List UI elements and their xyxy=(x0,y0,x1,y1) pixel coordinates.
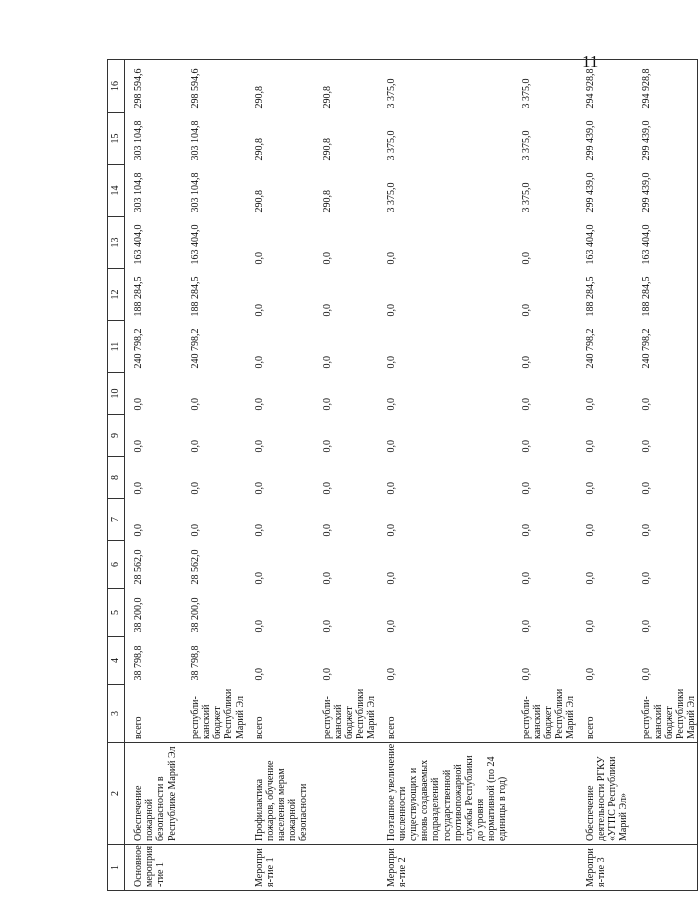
column-header-16: 16 xyxy=(108,60,125,113)
value-cell: 0,0 xyxy=(133,482,144,495)
value-cell: 0,0 xyxy=(189,398,201,411)
row-label-cell: Мероприя-тие 2 xyxy=(378,845,509,891)
value-cell: 0,0 xyxy=(321,524,333,537)
value-cell: 240 798,2 xyxy=(584,328,596,369)
value-cell: 0,0 xyxy=(189,482,201,495)
value-cell: 0,0 xyxy=(584,440,596,453)
value-cell: 3 375,0 xyxy=(509,60,577,113)
value-cell: 0,0 xyxy=(629,541,697,589)
value-cell: 3 375,0 xyxy=(520,182,532,213)
column-header-10: 10 xyxy=(108,373,125,415)
value-cell: 0,0 xyxy=(385,620,397,633)
value-cell: 0,0 xyxy=(385,398,397,411)
value-cell: 38 798,8 xyxy=(189,645,201,681)
value-cell: 0,0 xyxy=(584,620,596,633)
column-header-12: 12 xyxy=(108,269,125,321)
funding-source-cell: республи-канский бюджет Республики Марий Эл xyxy=(178,685,246,743)
column-header-3: 3 xyxy=(108,685,125,743)
value-cell: 0,0 xyxy=(520,482,532,495)
value-cell: 0,0 xyxy=(253,398,265,411)
value-cell: 0,0 xyxy=(584,524,596,537)
value-cell: 0,0 xyxy=(520,440,532,453)
description-cell xyxy=(178,743,246,845)
value-cell: 0,0 xyxy=(629,415,697,457)
value-cell: 290,8 xyxy=(321,138,333,161)
description-cell xyxy=(310,743,378,845)
value-cell: 290,8 xyxy=(246,60,310,113)
description-cell xyxy=(629,743,697,845)
column-header-8: 8 xyxy=(108,457,125,499)
column-header-7: 7 xyxy=(108,499,125,541)
value-cell: 240 798,2 xyxy=(189,328,201,369)
value-cell: 0,0 xyxy=(253,524,265,537)
value-cell: 38 798,8 xyxy=(133,645,144,681)
value-cell: 0,0 xyxy=(520,356,532,369)
value-cell: 0,0 xyxy=(253,572,265,585)
value-cell: 188 284,5 xyxy=(133,276,144,317)
value-cell: 163 404,0 xyxy=(629,217,697,269)
value-cell: 0,0 xyxy=(520,398,532,411)
row-label-cell: Мероприя-тие 1 xyxy=(246,845,310,891)
table-row xyxy=(629,60,697,891)
value-cell: 0,0 xyxy=(520,620,532,633)
column-header-5: 5 xyxy=(108,589,125,637)
value-cell: 0,0 xyxy=(385,524,397,537)
value-cell: 38 200,0 xyxy=(133,597,144,633)
value-cell: 294 928,8 xyxy=(577,60,630,113)
value-cell: 0,0 xyxy=(189,524,201,537)
funding-source-cell: всего xyxy=(378,685,509,743)
value-cell: 0,0 xyxy=(321,482,333,495)
value-cell: 28 562,0 xyxy=(189,549,201,585)
description-cell: Обеспечение деятельности РГКУ «УГПС Республики Марий Эл» xyxy=(577,743,630,845)
value-cell: 299 439,0 xyxy=(584,172,596,213)
value-cell: 240 798,2 xyxy=(629,321,697,373)
funding-source-cell: всего xyxy=(246,685,310,743)
value-cell: 0,0 xyxy=(385,356,397,369)
value-cell: 299 439,0 xyxy=(629,165,697,217)
value-cell: 0,0 xyxy=(133,440,144,453)
value-cell: 163 404,0 xyxy=(189,224,201,265)
value-cell: 240 798,2 xyxy=(133,328,144,369)
value-cell: 0,0 xyxy=(520,304,532,317)
funding-source-cell: республи-канский бюджет Республики Марий Эл xyxy=(509,685,577,743)
value-cell: 0,0 xyxy=(385,572,397,585)
description-cell: Обеспечение пожарной безопасности в Республике Марий Эл xyxy=(125,743,178,845)
page-number: 11 xyxy=(582,52,599,71)
value-cell: 0,0 xyxy=(520,524,532,537)
value-cell: 0,0 xyxy=(629,499,697,541)
value-cell: 0,0 xyxy=(253,440,265,453)
value-cell: 3 375,0 xyxy=(520,130,532,161)
value-cell: 0,0 xyxy=(385,304,397,317)
value-cell: 0,0 xyxy=(520,668,532,681)
table-row xyxy=(246,60,310,891)
value-cell: 0,0 xyxy=(253,356,265,369)
value-cell: 0,0 xyxy=(385,482,397,495)
value-cell: 0,0 xyxy=(629,457,697,499)
value-cell: 188 284,5 xyxy=(189,276,201,317)
description-cell: Профилактика пожаров, обучение населения мерам пожарной безопасности xyxy=(246,743,310,845)
header-row xyxy=(108,60,125,891)
row-label-cell: Основное мероприя-тие 1 xyxy=(125,845,178,891)
value-cell: 38 200,0 xyxy=(189,597,201,633)
value-cell: 290,8 xyxy=(253,190,265,213)
table-row xyxy=(509,60,577,891)
row-label-cell: Мероприя-тие 3 xyxy=(577,845,630,891)
value-cell: 0,0 xyxy=(520,252,532,265)
value-cell: 0,0 xyxy=(385,440,397,453)
value-cell: 0,0 xyxy=(253,252,265,265)
row-label-cell xyxy=(178,845,246,891)
value-cell: 28 562,0 xyxy=(133,549,144,585)
value-cell: 303 104,8 xyxy=(133,120,144,161)
value-cell: 0,0 xyxy=(253,668,265,681)
value-cell: 188 284,5 xyxy=(584,276,596,317)
value-cell: 0,0 xyxy=(584,482,596,495)
value-cell: 298 594,6 xyxy=(178,60,246,113)
row-label-cell xyxy=(310,845,378,891)
table-row xyxy=(378,60,509,891)
value-cell: 3 375,0 xyxy=(385,130,397,161)
description-cell: Поэтапное увеличение численности существующих и вновь создаваемых подразделений государственной противопожарной службы Республики до уровня нормативной (по 24 единицы в год) xyxy=(378,743,509,845)
value-cell: 3 375,0 xyxy=(385,182,397,213)
row-label-cell xyxy=(629,845,697,891)
column-header-2: 2 xyxy=(108,743,125,845)
value-cell: 163 404,0 xyxy=(584,224,596,265)
value-cell: 0,0 xyxy=(321,304,333,317)
value-cell: 0,0 xyxy=(321,668,333,681)
value-cell: 0,0 xyxy=(629,637,697,685)
value-cell: 0,0 xyxy=(133,524,144,537)
row-label-cell xyxy=(509,845,577,891)
column-header-6: 6 xyxy=(108,541,125,589)
budget-table xyxy=(107,59,698,891)
value-cell: 294 928,8 xyxy=(629,60,697,113)
value-cell: 290,8 xyxy=(253,138,265,161)
column-header-14: 14 xyxy=(108,165,125,217)
description-cell xyxy=(509,743,577,845)
table-row xyxy=(577,60,630,891)
value-cell: 0,0 xyxy=(629,373,697,415)
value-cell: 0,0 xyxy=(321,398,333,411)
value-cell: 0,0 xyxy=(385,252,397,265)
value-cell: 299 439,0 xyxy=(584,120,596,161)
value-cell: 0,0 xyxy=(520,572,532,585)
value-cell: 298 594,6 xyxy=(125,60,178,113)
table-row xyxy=(178,60,246,891)
value-cell: 299 439,0 xyxy=(629,113,697,165)
value-cell: 0,0 xyxy=(253,620,265,633)
value-cell: 0,0 xyxy=(189,440,201,453)
value-cell: 290,8 xyxy=(310,60,378,113)
value-cell: 0,0 xyxy=(253,304,265,317)
value-cell: 303 104,8 xyxy=(133,172,144,213)
funding-source-cell: всего xyxy=(577,685,630,743)
value-cell: 0,0 xyxy=(253,482,265,495)
value-cell: 0,0 xyxy=(133,398,144,411)
value-cell: 290,8 xyxy=(321,190,333,213)
value-cell: 0,0 xyxy=(321,356,333,369)
table-row xyxy=(125,60,178,891)
value-cell: 3 375,0 xyxy=(378,60,509,113)
value-cell: 0,0 xyxy=(321,440,333,453)
rotated-table-container xyxy=(107,60,698,891)
value-cell: 0,0 xyxy=(321,252,333,265)
value-cell: 0,0 xyxy=(385,668,397,681)
value-cell: 303 104,8 xyxy=(189,172,201,213)
value-cell: 0,0 xyxy=(584,668,596,681)
value-cell: 0,0 xyxy=(321,572,333,585)
table-row xyxy=(310,60,378,891)
value-cell: 188 284,5 xyxy=(629,269,697,321)
column-header-1: 1 xyxy=(108,845,125,891)
column-header-11: 11 xyxy=(108,321,125,373)
table-body xyxy=(125,60,698,891)
column-header-13: 13 xyxy=(108,217,125,269)
value-cell: 303 104,8 xyxy=(189,120,201,161)
funding-source-cell: всего xyxy=(125,685,178,743)
column-header-9: 9 xyxy=(108,415,125,457)
column-header-4: 4 xyxy=(108,637,125,685)
value-cell: 0,0 xyxy=(584,572,596,585)
value-cell: 163 404,0 xyxy=(133,224,144,265)
funding-source-cell: республи-канский бюджет Республики Марий Эл xyxy=(310,685,378,743)
value-cell: 0,0 xyxy=(584,398,596,411)
value-cell: 0,0 xyxy=(629,589,697,637)
column-header-15: 15 xyxy=(108,113,125,165)
value-cell: 0,0 xyxy=(321,620,333,633)
funding-source-cell: республи-канский бюджет Республики Марий Эл xyxy=(629,685,697,743)
